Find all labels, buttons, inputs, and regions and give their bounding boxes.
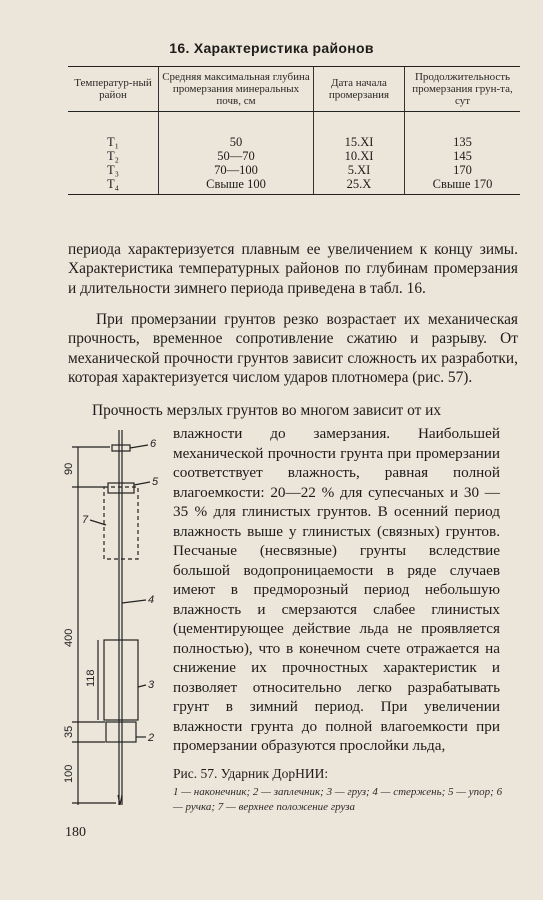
dimension-label: 90: [63, 462, 75, 475]
dimension-label: 400: [63, 628, 75, 647]
part-label: 6: [150, 438, 157, 450]
table-row: [68, 177, 520, 195]
part-label: 5: [152, 476, 159, 488]
figure-dornii-tester: [50, 425, 165, 805]
cell-depth: 50—70: [159, 149, 314, 163]
page-number: 180: [65, 825, 86, 840]
paragraph-3-body: влажности до замерзания. Наибольшей механической прочности грунта при промерзании соответствует влажность, равная полной влагоемкости: 20—22 % для супесчаных и 30 — 35 % для глинистых грунтов. В осенний период влажность выше у глинистых (связных) грунтов. Песчаные (несвязные) грунты вследствие большой водопроницаемости в ряде случаев имеют в предморозный период небольшую влажность и смерзаются слабее глинистых (цементирующее действие льда не проявляется полностью), что в конечном счете отражается на снижение их прочностных характеристик и позволяет относительно легко разрабатывать грунт в зимний период. При увеличении влажности грунта до полной влагоемкости при промерзании образуются прослойки льда,: [173, 425, 500, 754]
header-freeze-duration: Продолжительность промерзания грун-та, сут: [405, 67, 521, 112]
weight-part: [104, 640, 138, 720]
paragraph-1: периода характеризуется плавным ее увеличением к концу зимы. Характеристика температурных районов по глубинам промерзания и длительности зимнего периода приведена в табл. 16.: [68, 241, 518, 297]
header-freeze-start-date: Дата начала промерзания: [314, 67, 405, 112]
cell-date: 15.XI: [314, 112, 405, 150]
part-label: 3: [148, 679, 155, 691]
cell-region: Т₄: [68, 177, 159, 195]
dimension-label: 100: [63, 764, 75, 783]
header-freeze-depth: Средняя максимальная глубина промерзания минеральных почв, см: [159, 67, 314, 112]
cell-duration: Свыше 170: [405, 177, 521, 195]
part-label: 2: [148, 732, 155, 744]
table-row: [68, 149, 520, 163]
figure-caption: Рис. 57. Ударник ДорНИИ:: [173, 766, 329, 781]
table-header-row: [68, 67, 520, 112]
part-label: 7: [82, 514, 89, 526]
upper-weight-position: [104, 487, 138, 559]
dimension-label: 118: [85, 669, 97, 687]
paragraph-2: При промерзании грунтов резко возрастает их механическая прочность, временное сопротивление сжатию и разрыву. От механической прочности грунтов зависит сложность их разработки, которая характеризуется числом ударов плотномера (рис. 57).: [68, 311, 518, 387]
cell-duration: 145: [405, 149, 521, 163]
cell-region: Т₁: [107, 135, 119, 149]
leader-line: [130, 445, 148, 448]
cell-region: Т₃: [107, 163, 119, 177]
table-row: [68, 112, 520, 150]
dimension-label: 35: [63, 725, 75, 738]
handle-part: [112, 445, 130, 451]
paragraph-3-first-line: Прочность мерзлых грунтов во многом зависит от их: [92, 402, 442, 419]
leader-line: [138, 685, 146, 687]
leader-line: [134, 482, 150, 485]
table-row: [68, 163, 520, 177]
leader-line: [122, 600, 146, 603]
figure-legend: 1 — наконечник; 2 — заплечник; 3 — груз; 4 — стержень; 5 — упор; 6 — ручка; 7 — верхнее положение груза: [173, 786, 503, 813]
cell-date: 10.XI: [314, 149, 405, 163]
cell-depth: 50: [159, 112, 314, 150]
cell-date: 5.XI: [314, 163, 405, 177]
stop-part: [108, 483, 134, 493]
cell-depth: Свыше 100: [159, 177, 314, 195]
cell-duration: 170: [405, 163, 521, 177]
cell-depth: 70—100: [159, 163, 314, 177]
cell-date: 25.X: [314, 177, 405, 195]
cell-duration: 135: [405, 112, 521, 150]
regions-table: [68, 66, 520, 195]
part-label: 4: [148, 594, 155, 606]
shoulder-part: [106, 722, 136, 742]
header-temperature-region: Температур-ный район: [68, 67, 159, 112]
table-title: 16. Характеристика районов: [169, 40, 374, 56]
cell-region: Т₂: [107, 149, 119, 163]
